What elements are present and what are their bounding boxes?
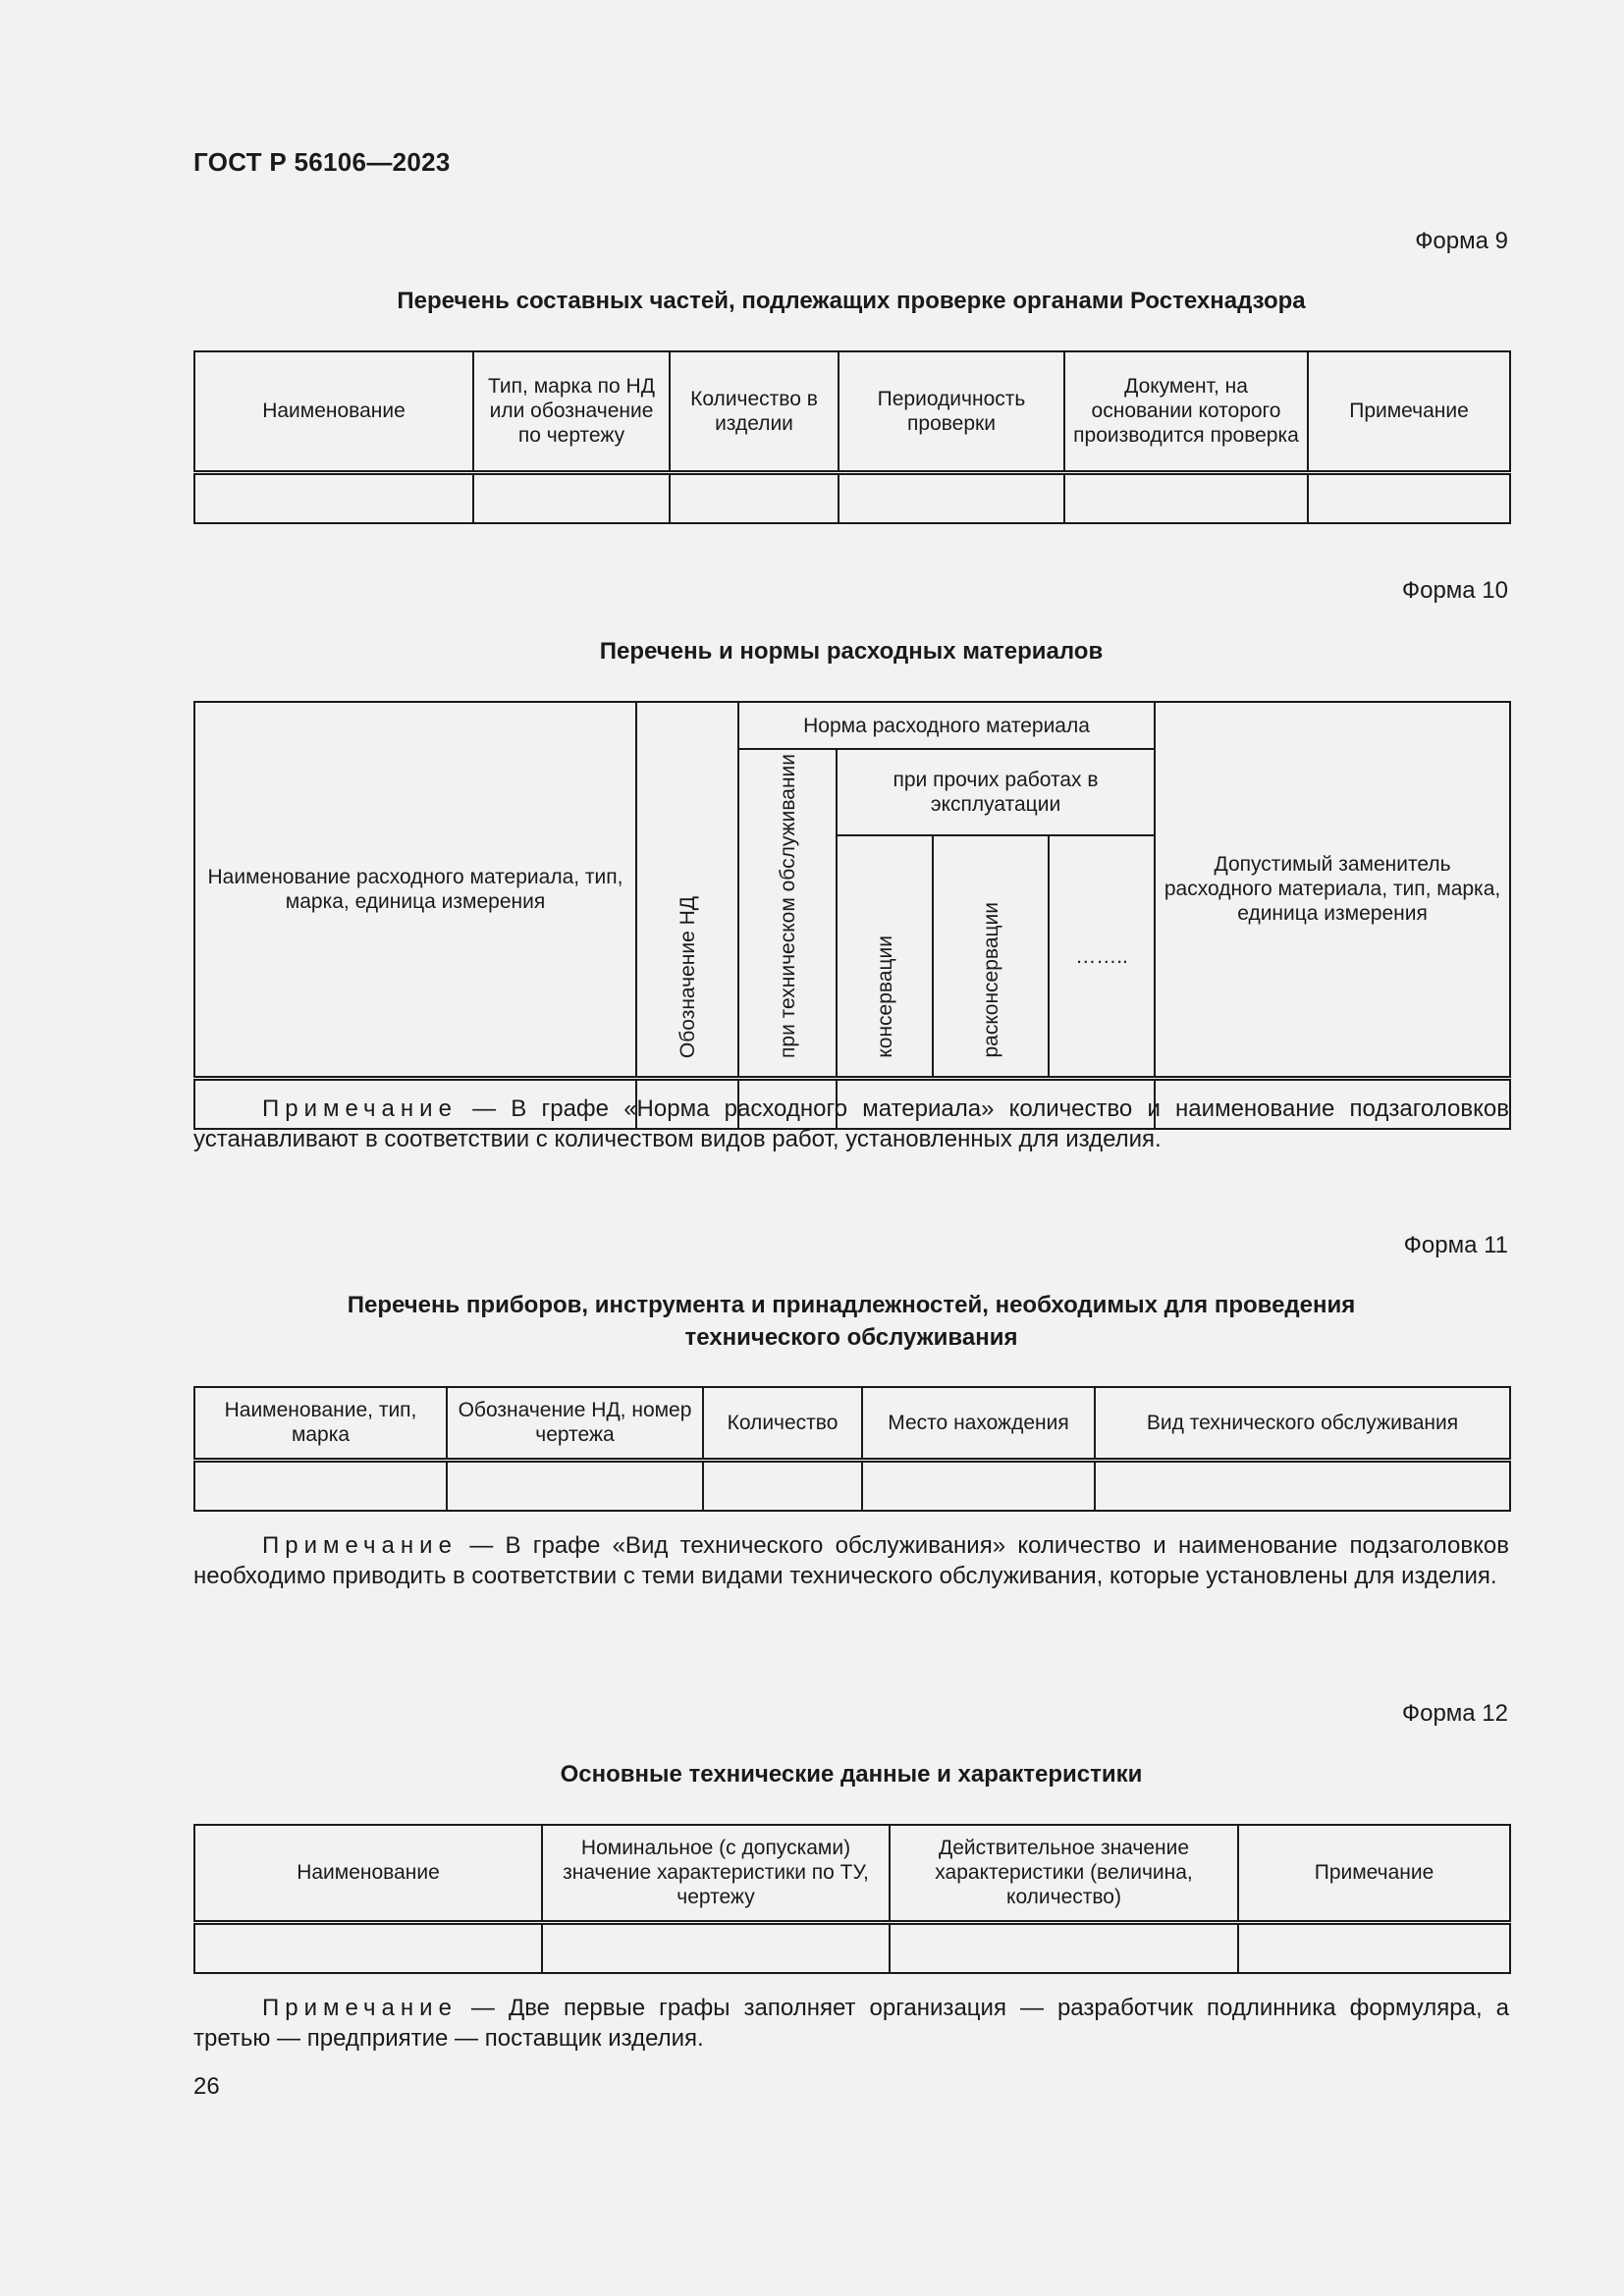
- form-12-empty-row: [194, 1922, 1510, 1973]
- note-text: — Две первые графы заполняет организация — разработчик подлинника формуляра, а третью — предприятие — поставщик изделия.: [193, 1995, 1509, 2052]
- form-10-col-cons: консервации: [873, 935, 896, 1058]
- form-9-col-periodicity: Периодичность проверки: [839, 351, 1064, 472]
- form-9-table: [193, 350, 1511, 524]
- form-10-col-to: при техническом обслуживании: [776, 754, 799, 1058]
- form-9-col-quantity: Количество в изделии: [670, 351, 839, 472]
- form-11-cell: [194, 1460, 447, 1511]
- page-number: 26: [193, 2073, 220, 2100]
- form-10-label: Форма 10: [1401, 577, 1508, 604]
- form-9-col-name: Наименование: [194, 351, 473, 472]
- document-code: ГОСТ Р 56106—2023: [193, 147, 451, 177]
- form-12-cell: [542, 1922, 890, 1973]
- form-11-cell: [1095, 1460, 1510, 1511]
- form-11-cell: [862, 1460, 1095, 1511]
- form-11-label: Форма 11: [1403, 1232, 1508, 1258]
- form-11-col-quantity: Количество: [703, 1387, 862, 1460]
- form-10-col-nd: Обозначение НД: [676, 895, 699, 1058]
- form-12-label: Форма 12: [1401, 1700, 1508, 1727]
- form-10-col-norm: Норма расходного материала: [738, 702, 1155, 749]
- form-11-title-line-2: технического обслуживания: [684, 1324, 1018, 1351]
- form-12-cell: [890, 1922, 1238, 1973]
- form-10-col-cons-cell: [837, 835, 933, 1078]
- form-12-cell: [194, 1922, 542, 1973]
- form-9-cell: [473, 472, 670, 523]
- form-9-col-document: Документ, на основании которого производится проверка: [1064, 351, 1308, 472]
- form-10-col-recons: расконсервации: [979, 902, 1002, 1058]
- form-12-col-actual: Действительное значение характеристики (величина, количество): [890, 1825, 1238, 1922]
- form-10-col-to-cell: [738, 749, 837, 1078]
- form-9-col-type: Тип, марка по НД или обозначение по чертежу: [473, 351, 670, 472]
- form-9-cell: [1308, 472, 1510, 523]
- form-11-title: [193, 1289, 1509, 1354]
- form-11-col-location: Место нахождения: [862, 1387, 1095, 1460]
- form-12-table: [193, 1824, 1511, 1974]
- form-12-cell: [1238, 1922, 1510, 1973]
- form-9-cell: [194, 472, 473, 523]
- form-9-title: Перечень составных частей, подлежащих проверке органами Ростехнадзора: [397, 288, 1306, 314]
- form-11-cell: [703, 1460, 862, 1511]
- form-9-cell: [839, 472, 1064, 523]
- form-11-note: [193, 1530, 1509, 1591]
- form-10-col-recons-cell: [933, 835, 1049, 1078]
- form-11-empty-row: [194, 1460, 1510, 1511]
- note-text: — В графе «Вид технического обслуживания» количество и наименование подзаголовков необходимо приводить в соответствии с теми видами технического обслуживания, которые установлены для изделия.: [193, 1532, 1509, 1589]
- form-10-col-name: Наименование расходного материала, тип, марка, единица измерения: [194, 702, 636, 1078]
- form-12-col-nominal: Номинальное (с допусками) значение характеристики по ТУ, чертежу: [542, 1825, 890, 1922]
- form-12-col-name: Наименование: [194, 1825, 542, 1922]
- form-10-title: Перечень и нормы расходных материалов: [599, 638, 1104, 665]
- form-11-col-nd: Обозначение НД, номер чертежа: [447, 1387, 703, 1460]
- form-12-col-note: Примечание: [1238, 1825, 1510, 1922]
- form-10-col-other: при прочих работах в эксплуатации: [837, 749, 1155, 835]
- form-11-col-maintenance: Вид технического обслуживания: [1095, 1387, 1510, 1460]
- form-9-cell: [1064, 472, 1308, 523]
- form-11-table: [193, 1386, 1511, 1512]
- form-9-label: Форма 9: [1415, 228, 1508, 254]
- form-10-note: [193, 1094, 1509, 1154]
- form-9-col-note: Примечание: [1308, 351, 1510, 472]
- form-10-col-nd-cell: [636, 702, 738, 1078]
- form-10-col-more: ……..: [1049, 835, 1155, 1078]
- form-12-title: Основные технические данные и характеристики: [560, 1761, 1143, 1788]
- form-10-table: [193, 701, 1511, 1130]
- note-word: Примечание: [262, 1532, 458, 1559]
- form-12-note: [193, 1993, 1509, 2054]
- form-11-title-line-1: Перечень приборов, инструмента и принадлежностей, необходимых для проведения: [347, 1292, 1356, 1318]
- form-9-cell: [670, 472, 839, 523]
- form-9-empty-row: [194, 472, 1510, 523]
- note-text: — В графе «Норма расходного материала» количество и наименование подзаголовков устанавливают в соответствии с количеством видов работ, установленных для изделия.: [193, 1095, 1509, 1152]
- form-11-col-name: Наименование, тип, марка: [194, 1387, 447, 1460]
- form-11-cell: [447, 1460, 703, 1511]
- note-word: Примечание: [262, 1095, 458, 1122]
- form-10-col-substitute: Допустимый заменитель расходного материала, тип, марка, единица измерения: [1155, 702, 1510, 1078]
- note-word: Примечание: [262, 1995, 458, 2021]
